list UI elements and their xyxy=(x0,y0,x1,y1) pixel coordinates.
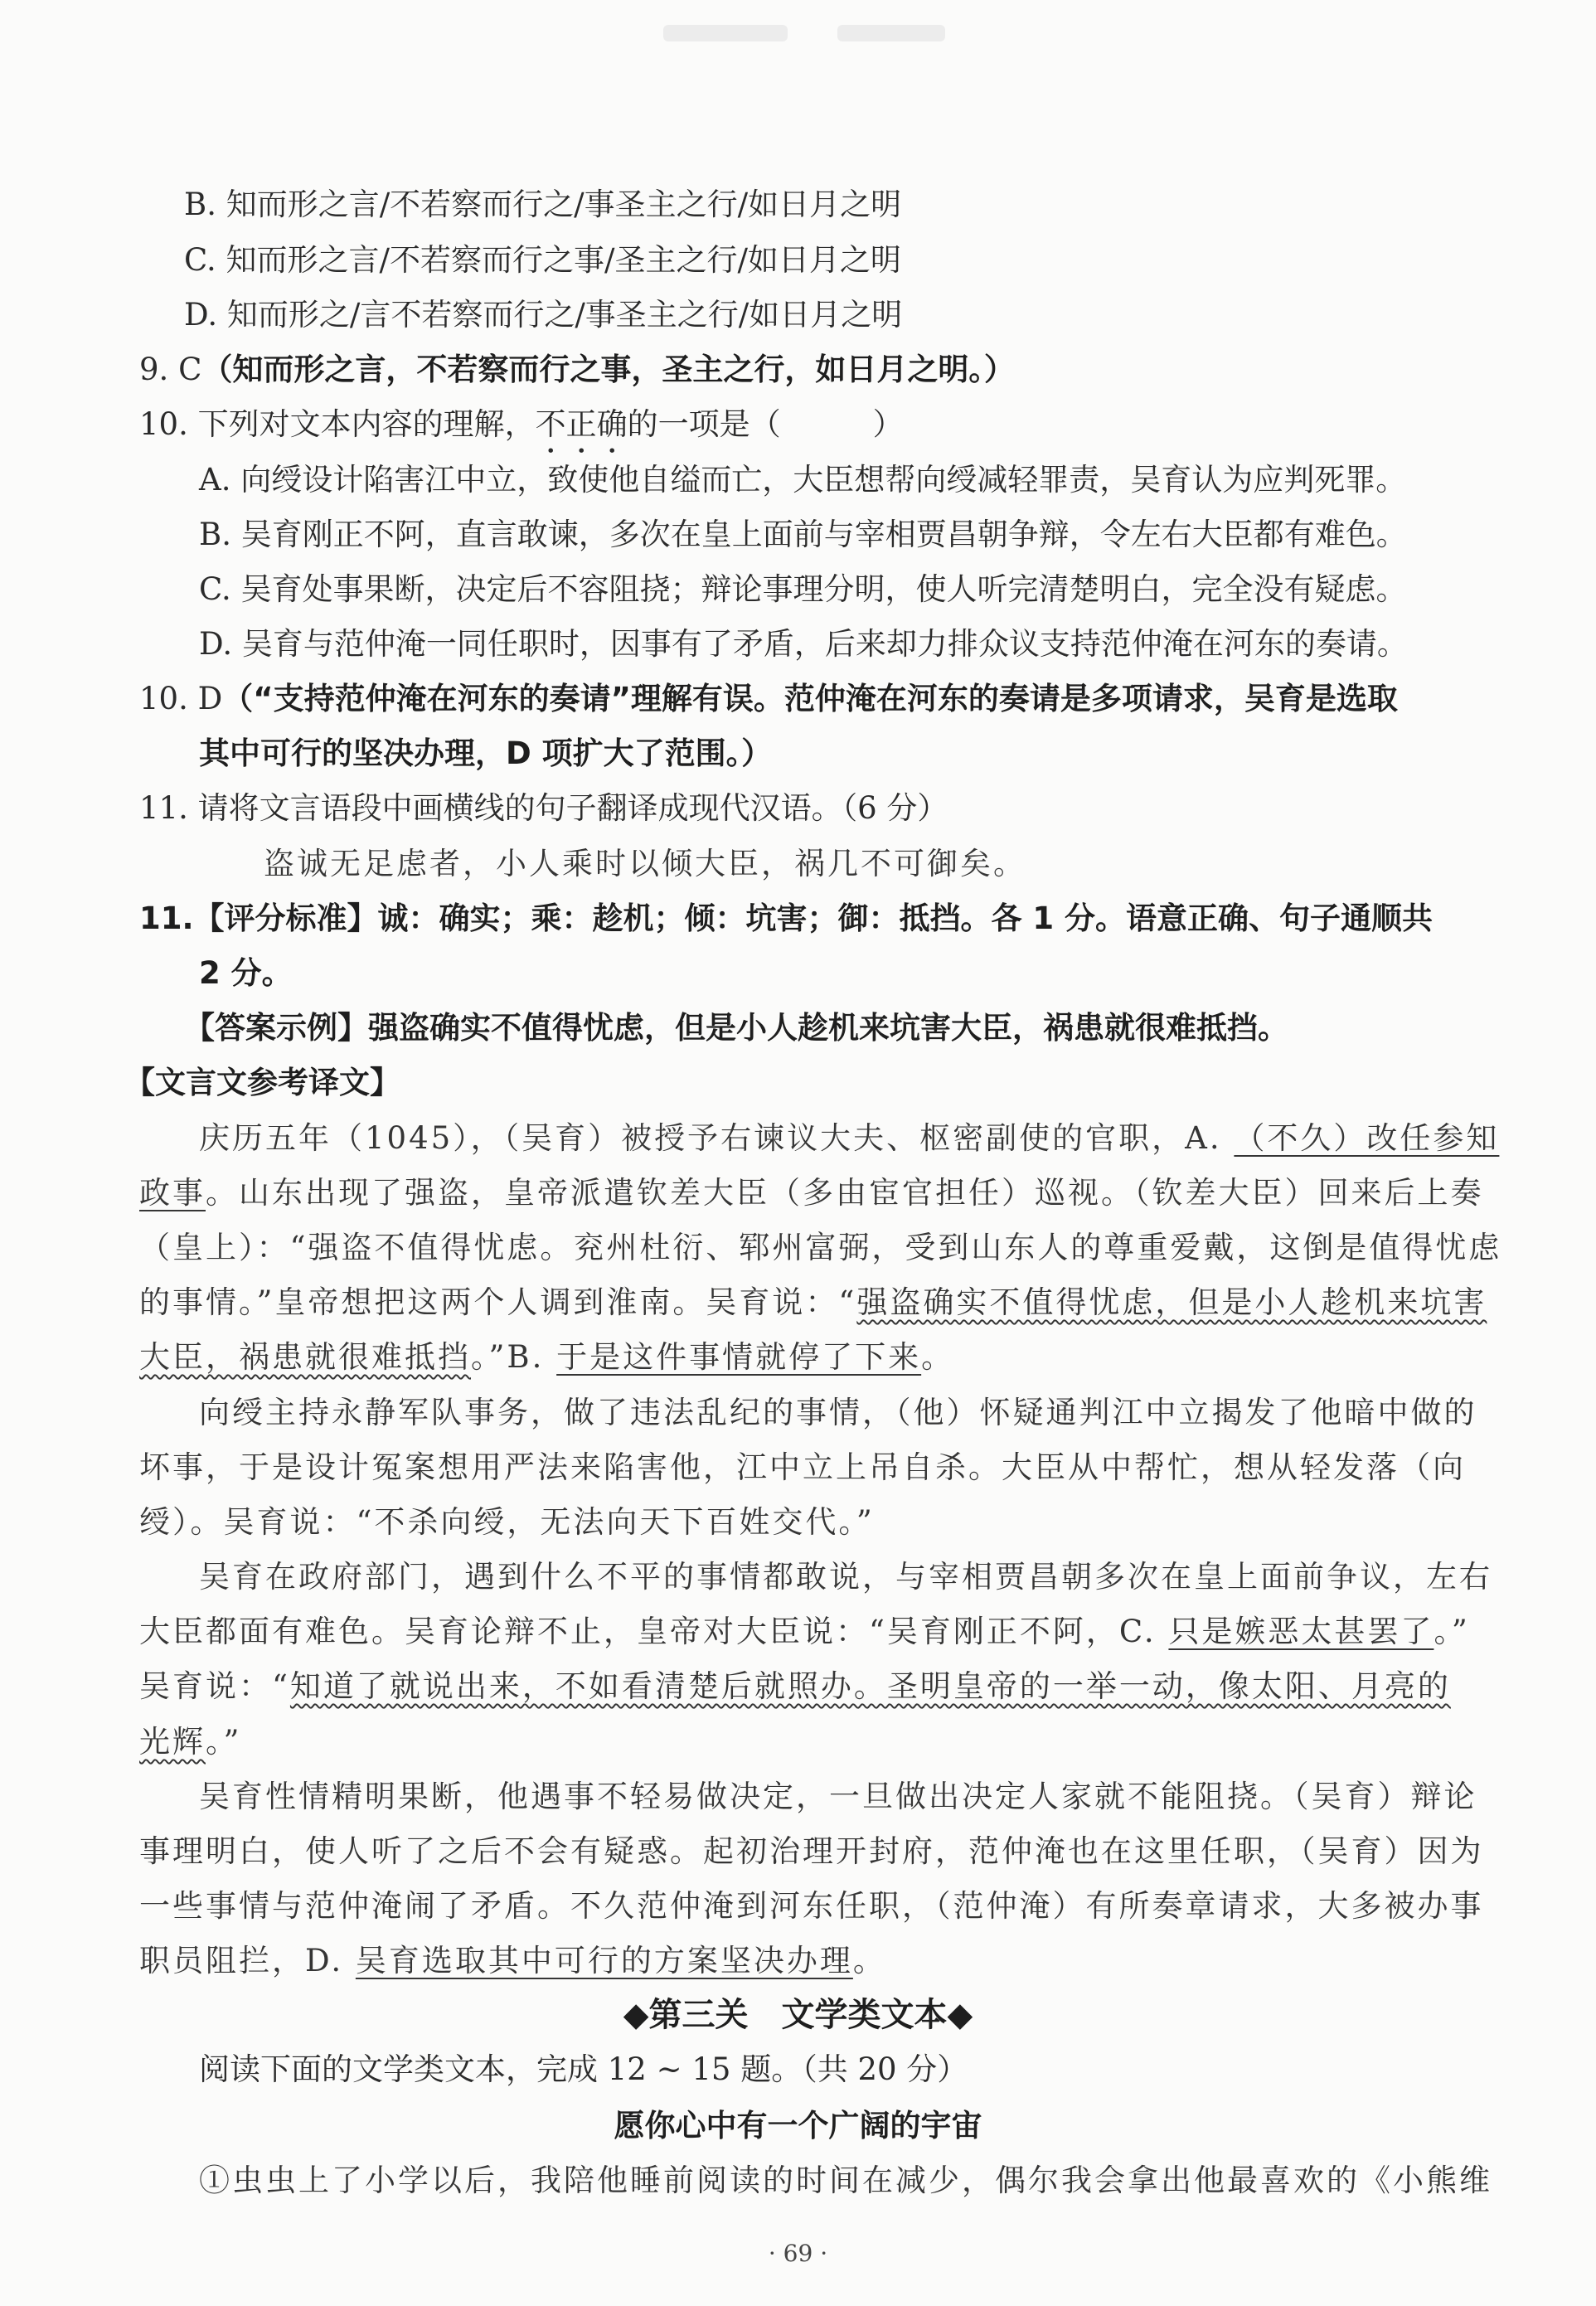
section-3-intro: 阅读下面的文学类文本，完成 12 ~ 15 题。（共 20 分） xyxy=(199,2051,968,2087)
question-10 xyxy=(139,405,904,460)
translation-p2-l1: 向绶主持永静军队事务，做了违法乱纪的事情，（他）怀疑通判江中立揭发了他暗中做的 xyxy=(199,1395,1477,1430)
question-11-sentence: 盗诚无足虑者，小人乘时以倾大臣，祸几不可御矣。 xyxy=(264,846,1026,881)
question-10-emphasis: 不正确 xyxy=(535,406,628,442)
translation-p2-l2: 坏事，于是设计冤案想用严法来陷害他，江中立上吊自杀。大臣从中帮忙，想从轻发落（向 xyxy=(139,1449,1466,1485)
answer-10-text: （“支持范仲淹在河东的奏请”理解有误。范仲淹在河东的奏请是多项请求，吴育是选取 xyxy=(222,681,1398,716)
answer-9-number: 9. C xyxy=(139,352,202,387)
translation-p1-l4: 的事情。”皇帝想把这两个人调到淮南。吴育说：“强盗确实不值得忧虑，但是小人趁机来坑害 xyxy=(139,1284,1487,1320)
q10-option-c: C. 吴育处事果断，决定后不容阻挠；辩论事理分明，使人听完清楚明白，完全没有疑虑。 xyxy=(199,571,1407,607)
translation-p1-l5: 大臣，祸患就很难抵挡。”B. 于是这件事情就停了下来。 xyxy=(139,1339,955,1375)
translation-p2-l3: 绶）。吴育说：“不杀向绶，无法向天下百姓交代。” xyxy=(139,1504,875,1540)
answer-10-number: 10. D xyxy=(139,681,223,716)
page-number: · 69 · xyxy=(768,2240,828,2267)
translation-p3-l4: 光辉。” xyxy=(139,1724,242,1760)
translation-p1-l1: 庆历五年（1045），（吴育）被授予右谏议大夫、枢密副使的官职，A. （不久）改任参知 xyxy=(199,1120,1500,1156)
answer-10-line1 xyxy=(139,679,1398,719)
translation-p4-l2: 事理明白，使人听了之后不会有疑惑。起初治理开封府，范仲淹也在这里任职，（吴育）因为 xyxy=(139,1833,1484,1869)
translation-p4-l4: 职员阻拦，D. 吴育选取其中可行的方案坚决办理。 xyxy=(139,1943,886,1978)
essay-title: 愿你心中有一个广阔的宇宙 xyxy=(614,2108,982,2143)
q10-option-b: B. 吴育刚正不阿，直言敢谏，多次在皇上面前与宰相贾昌朝争辩，令左右大臣都有难色。 xyxy=(199,517,1407,552)
question-10-prefix: 10. 下列对文本内容的理解， xyxy=(139,406,536,442)
section-3-title: ◆第三关 文学类文本◆ xyxy=(623,1996,973,2034)
answer-9-explanation: （知而形之言，不若察而行之事，圣主之行，如日月之明。） xyxy=(201,352,1015,387)
answer-9 xyxy=(139,350,1015,390)
q9-option-b: B. 知而形之言/不若察而行之/事圣主之行/如日月之明 xyxy=(184,187,902,222)
translation-p3-l2: 大臣都面有难色。吴育论辩不止，皇帝对大臣说：“吴育刚正不阿，C. 只是嫉恶太甚罢了。” xyxy=(139,1614,1470,1649)
answer-10-line2: 其中可行的坚决办理，D 项扩大了范围。） xyxy=(199,735,773,771)
translation-p4-l1: 吴育性情精明果断，他遇事不轻易做决定，一旦做出决定人家就不能阻挠。（吴育）辩论 xyxy=(199,1779,1477,1814)
q9-option-d: D. 知而形之/言不若察而行之/事圣主之行/如日月之明 xyxy=(184,297,903,333)
scan-artifact xyxy=(837,25,945,41)
question-10-suffix: 的一项是（ ） xyxy=(627,406,904,442)
question-11: 11. 请将文言语段中画横线的句子翻译成现代汉语。（6 分） xyxy=(139,790,948,826)
translation-p1-l2: 政事。山东出现了强盗，皇帝派遣钦差大臣（多由宦官担任）巡视。（钦差大臣）回来后上奏 xyxy=(139,1175,1484,1211)
translation-heading: 【文言文参考译文】 xyxy=(124,1065,400,1100)
translation-p1-l3: （皇上）：“强盗不值得忧虑。兖州杜衍、郓州富弼，受到山东人的尊重爱戴，这倒是值得忧虑 xyxy=(139,1230,1502,1265)
essay-paragraph-1: ①虫虫上了小学以后，我陪他睡前阅读的时间在减少，偶尔我会拿出他最喜欢的《小熊维 xyxy=(199,2163,1492,2198)
translation-p4-l3: 一些事情与范仲淹闹了矛盾。不久范仲淹到河东任职，（范仲淹）有所奏章请求，大多被办事 xyxy=(139,1888,1484,1924)
answer-11-scoring-cont: 2 分。 xyxy=(199,955,293,991)
scan-artifact xyxy=(663,25,788,41)
q10-option-d: D. 吴育与范仲淹一同任职时，因事有了矛盾，后来却力排众议支持范仲淹在河东的奏请。 xyxy=(199,626,1408,662)
answer-11-scoring: 11.【评分标准】诚：确实；乘：趁机；倾：坑害；御：抵挡。各 1 分。语意正确、句子通顺共 xyxy=(139,901,1433,936)
translation-p3-l1: 吴育在政府部门，遇到什么不平的事情都敢说，与宰相贾昌朝多次在皇上面前争议，左右 xyxy=(199,1559,1492,1595)
answer-11-example: 【答案示例】强盗确实不值得忧虑，但是小人趁机来坑害大臣，祸患就很难抵挡。 xyxy=(184,1010,1288,1046)
translation-p3-l3: 吴育说：“知道了就说出来，不如看清楚后就照办。圣明皇帝的一举一动，像太阳、月亮的 xyxy=(139,1668,1451,1704)
q9-option-c: C. 知而形之言/不若察而行之事/圣主之行/如日月之明 xyxy=(184,242,901,278)
q10-option-a: A. 向绶设计陷害江中立，致使他自缢而亡，大臣想帮向绶减轻罪责，吴育认为应判死罪。 xyxy=(199,462,1407,498)
